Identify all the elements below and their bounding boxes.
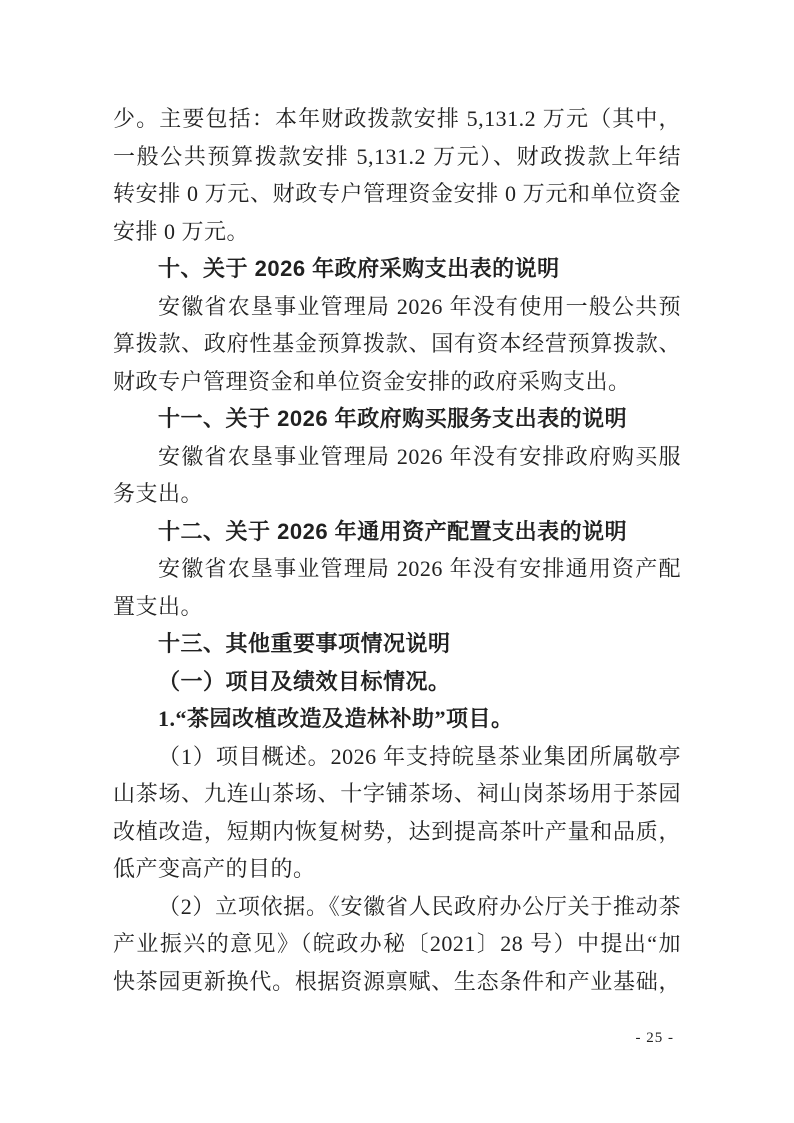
body-text-line: 安徽省农垦事业管理局 2026 年没有使用一般公共预	[158, 293, 681, 319]
section-heading-13: 十三、其他重要事项情况说明	[158, 631, 451, 656]
body-text-line: 低产变高产的目的。	[113, 856, 316, 881]
subsection-heading-1: （一）项目及绩效目标情况。	[158, 668, 451, 694]
body-text-line: （2）立项依据。《安徽省人民政府办公厅关于推动茶	[158, 893, 681, 919]
section-heading-12: 十二、关于 2026 年通用资产配置支出表的说明	[158, 518, 628, 544]
body-text-line: 山茶场、九连山茶场、十字铺茶场、祠山岗茶场用于茶园	[113, 781, 681, 806]
body-text-line: 安排 0 万元。	[113, 218, 250, 244]
body-text-line: 财政专户管理资金和单位资金安排的政府采购支出。	[113, 368, 631, 394]
body-text-line: 安徽省农垦事业管理局 2026 年没有安排通用资产配	[158, 556, 681, 581]
body-text-line: 置支出。	[113, 593, 204, 619]
item-heading-1: 1.“茶园改植改造及造林补助”项目。	[158, 706, 514, 731]
body-text-line: （1）项目概述。2026 年支持皖垦茶业集团所属敬亭	[158, 743, 681, 769]
body-text-line: 快茶园更新换代。根据资源禀赋、生态条件和产业基础，	[113, 968, 681, 994]
section-heading-11: 十一、关于 2026 年政府购买服务支出表的说明	[158, 406, 628, 431]
body-text-line: 一般公共预算拨款安排 5,131.2 万元）、财政拨款上年结	[113, 143, 681, 169]
body-text-line: 算拨款、政府性基金预算拨款、国有资本经营预算拨款、	[113, 331, 681, 356]
body-text-line: 改植改造，短期内恢复树势，达到提高茶叶产量和品质，	[113, 818, 681, 844]
body-text-line: 少。主要包括：本年财政拨款安排 5,131.2 万元（其中，	[113, 106, 681, 131]
body-text-line: 转安排 0 万元、财政专户管理资金安排 0 万元和单位资金	[113, 181, 681, 206]
section-heading-10: 十、关于 2026 年政府采购支出表的说明	[158, 256, 560, 281]
document-body	[113, 100, 681, 1000]
page-number: - 25 -	[635, 1030, 674, 1046]
body-text-line: 安徽省农垦事业管理局 2026 年没有安排政府购买服	[158, 443, 681, 469]
body-text-line: 产业振兴的意见》（皖政办秘〔2021〕28 号）中提出“加	[113, 931, 681, 956]
body-text-line: 务支出。	[113, 481, 204, 506]
